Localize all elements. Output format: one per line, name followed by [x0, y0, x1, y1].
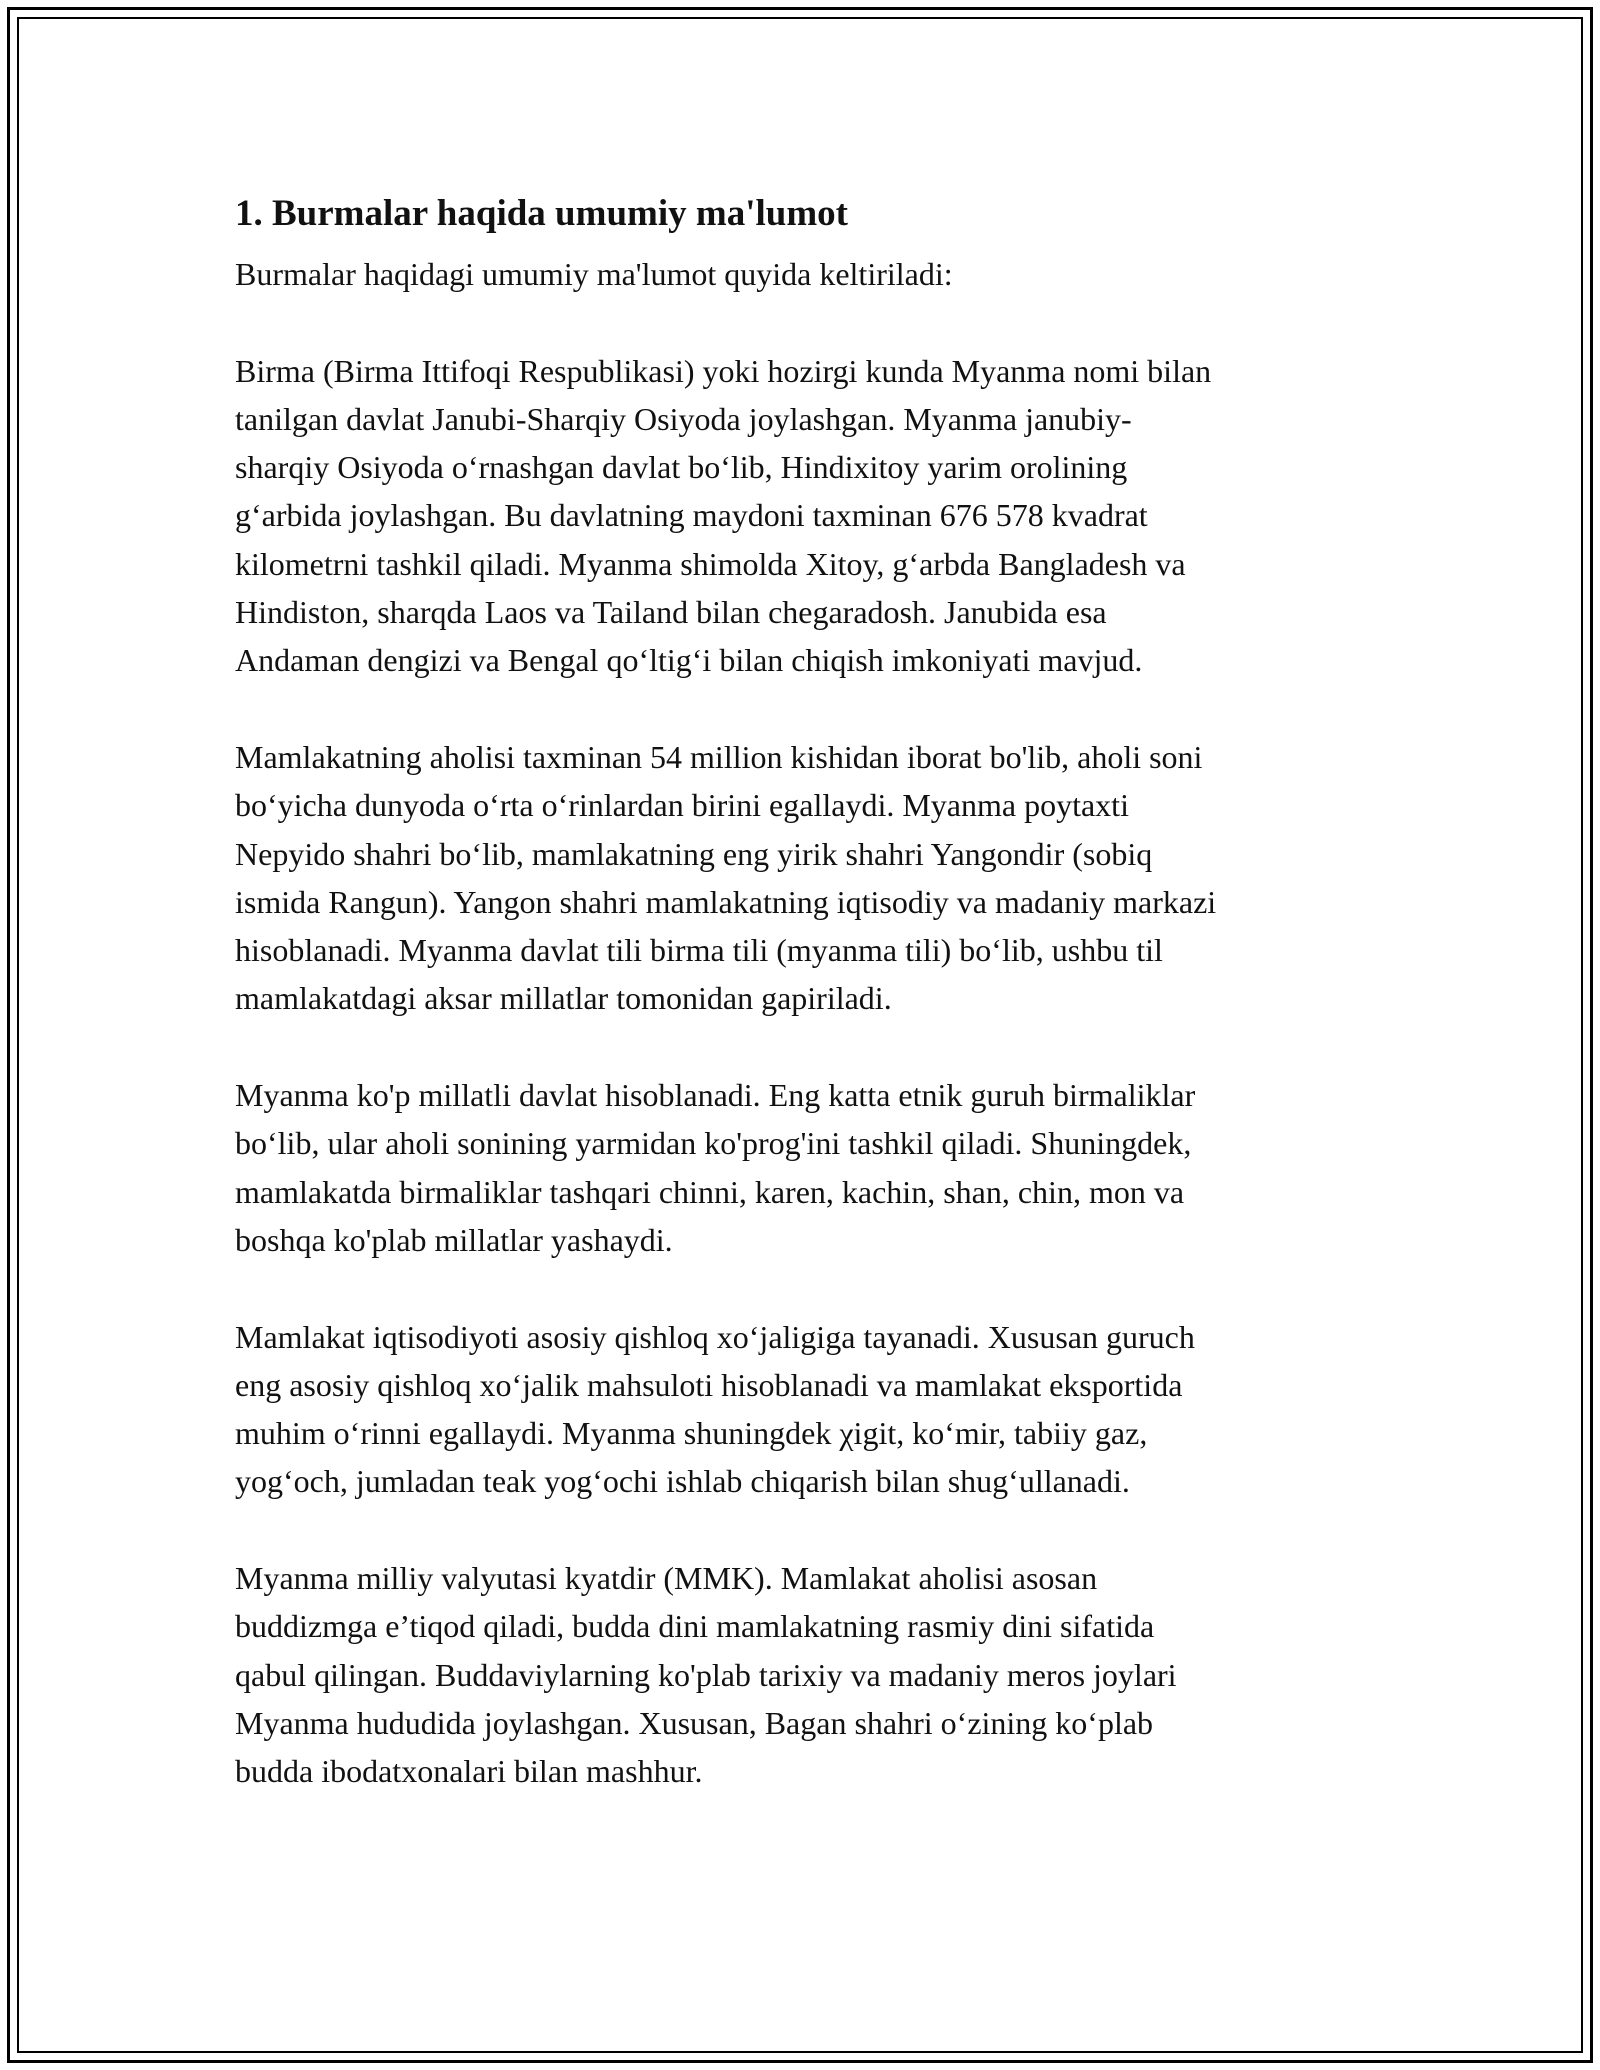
text-line: Mamlakatning aholisi taxminan 54 million kishidan iborat bo'lib, aholi soni — [235, 738, 1203, 775]
paragraph — [235, 347, 1375, 685]
text-line: Myanma milliy valyutasi kyatdir (MMK). Mamlakat aholisi asosan — [235, 1560, 1098, 1597]
paragraph — [235, 1313, 1375, 1506]
text-line: Andaman dengizi va Bengal qo‘ltig‘i bilan chiqish imkoniyati mavjud. — [235, 642, 1143, 679]
text-line: ismida Rangun). Yangon shahri mamlakatning iqtisodiy va madaniy markazi — [235, 883, 1217, 920]
text-line: bo‘yicha dunyoda o‘rta o‘rinlardan birini egallaydi. Myanma poytaxti — [235, 787, 1129, 824]
text-line: boshqa ko'plab millatlar yashaydi. — [235, 1221, 673, 1258]
text-line: mamlakatda birmaliklar tashqari chinni, karen, kachin, shan, chin, mon va — [235, 1173, 1185, 1210]
text-line: Mamlakat iqtisodiyoti asosiy qishloq xo‘jaligiga tayanadi. Xususan guruch — [235, 1318, 1195, 1355]
text-line: Myanma ko'p millatli davlat hisoblanadi. Eng katta etnik guruh birmaliklar — [235, 1077, 1196, 1114]
text-line: g‘arbida joylashgan. Bu davlatning maydoni taxminan 676 578 kvadrat — [235, 497, 1148, 534]
text-line: budda ibodatxonalari bilan mashhur. — [235, 1753, 703, 1790]
text-line: yog‘och, jumladan teak yog‘ochi ishlab chiqarish bilan shug‘ullanadi. — [235, 1463, 1130, 1500]
text-line: bo‘lib, ular aholi sonining yarmidan ko'prog'ini tashkil qiladi. Shuningdek, — [235, 1125, 1192, 1162]
paragraph — [235, 733, 1375, 1023]
paragraph — [235, 1554, 1375, 1795]
text-line: qabul qilingan. Buddaviylarning ko'plab tarixiy va madaniy meros joylari — [235, 1656, 1177, 1693]
text-line: Birma (Birma Ittifoqi Respublikasi) yoki hozirgi kunda Myanma nomi bilan — [235, 352, 1212, 389]
text-line: hisoblanadi. Myanma davlat tili birma tili (myanma tili) bo‘lib, ushbu til — [235, 932, 1163, 969]
section-heading: 1. Burmalar haqida umumiy ma'lumot — [235, 193, 848, 234]
text-line: tanilgan davlat Janubi-Sharqiy Osiyoda joylashgan. Myanma janubiy- — [235, 400, 1132, 437]
text-line: Hindiston, sharqda Laos va Tailand bilan chegaradosh. Janubida esa — [235, 594, 1107, 631]
text-line: Myanma hududida joylashgan. Xususan, Bagan shahri o‘zining ko‘plab — [235, 1704, 1154, 1741]
text-line: kilometrni tashkil qiladi. Myanma shimolda Xitoy, g‘arbda Bangladesh va — [235, 545, 1186, 582]
text-line: eng asosiy qishloq xo‘jalik mahsuloti hisoblanadi va mamlakat eksportida — [235, 1366, 1183, 1403]
text-line: sharqiy Osiyoda o‘rnashgan davlat bo‘lib, Hindixitoy yarim orolining — [235, 449, 1128, 486]
paragraph-list — [235, 250, 1375, 1796]
text-line: muhim o‘rinni egallaydi. Myanma shuningdek χigit, ko‘mir, tabiiy gaz, — [235, 1415, 1148, 1452]
text-line: mamlakatdagi aksar millatlar tomonidan gapiriladi. — [235, 980, 892, 1017]
paragraph — [235, 250, 1375, 298]
document-body — [235, 188, 1375, 1844]
text-line: buddizmga e’tiqod qiladi, budda dini mamlakatning rasmiy dini sifatida — [235, 1608, 1155, 1645]
text-line: Burmalar haqidagi umumiy ma'lumot quyida keltiriladi: — [235, 256, 953, 292]
paragraph — [235, 1071, 1375, 1264]
text-line: Nepyido shahri bo‘lib, mamlakatning eng yirik shahri Yangondir (sobiq — [235, 835, 1153, 872]
